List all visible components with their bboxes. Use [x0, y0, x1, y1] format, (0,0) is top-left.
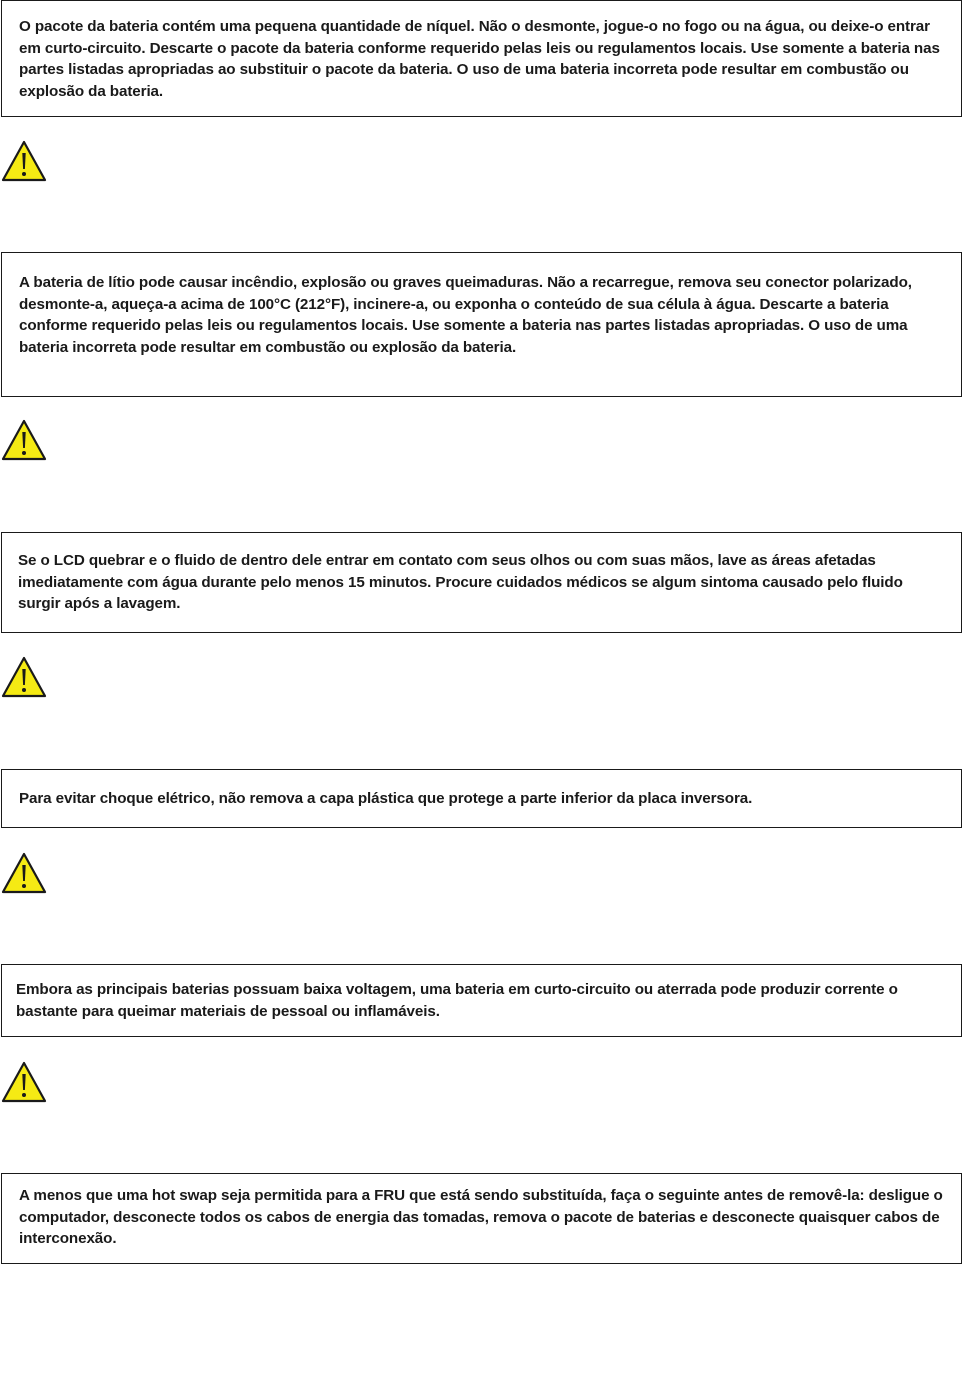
notice-text: Para evitar choque elétrico, não remova a capa plástica que protege a parte inferior da placa inversora. [19, 790, 753, 807]
warning-notice-box [1, 252, 962, 397]
notice-text: Embora as principais baterias possuam baixa voltagem, uma bateria em curto-circuito ou aterrada pode produzir corrente o bastante para queimar materiais de pessoal ou inflamáveis. [16, 981, 898, 1020]
warning-notice-box [1, 769, 962, 828]
warning-notice-box [1, 964, 962, 1037]
warning-notice-box [1, 0, 962, 117]
warning-triangle-icon [1, 656, 47, 698]
warning-triangle-icon [1, 419, 47, 461]
warning-triangle-icon [1, 852, 47, 894]
notice-text: Se o LCD quebrar e o fluido de dentro dele entrar em contato com seus olhos ou com suas mãos, lave as áreas afetadas imediatamente com água durante pelo menos 15 minutos. Procure cuidados médicos se algum sintoma causado pelo fluido surgir após a lavagem. [18, 552, 903, 612]
warning-triangle-icon [1, 1061, 47, 1103]
warning-triangle-icon [1, 140, 47, 182]
notice-text: A menos que uma hot swap seja permitida para a FRU que está sendo substituída, faça o seguinte antes de removê-la: desligue o computador, desconecte todos os cabos de energia das tomadas, remova o pacote de baterias e desconecte quaisquer cabos de interconexão. [19, 1187, 943, 1247]
notice-text: O pacote da bateria contém uma pequena quantidade de níquel. Não o desmonte, jogue-o no fogo ou na água, ou deixe-o entrar em curto-circuito. Descarte o pacote da bateria conforme requerido pelas leis ou regulamentos locais. Use somente a bateria nas partes listadas apropriadas ao substituir o pacote da bateria. O uso de uma bateria incorreta pode resultar em combustão ou explosão da bateria. [19, 18, 940, 100]
warning-notice-box [1, 532, 962, 633]
notice-text: A bateria de lítio pode causar incêndio, explosão ou graves queimaduras. Não a recarregue, remova seu conector polarizado, desmonte-a, aqueça-a acima de 100°C (212°F), incinere-a, ou exponha o conteúdo de sua célula à água. Descarte a bateria conforme requerido pelas leis ou regulamentos locais. Use somente a bateria nas partes listadas apropriadas. O uso de uma bateria incorreta pode resultar em combustão ou explosão da bateria. [19, 274, 912, 356]
warning-notice-box [1, 1173, 962, 1264]
